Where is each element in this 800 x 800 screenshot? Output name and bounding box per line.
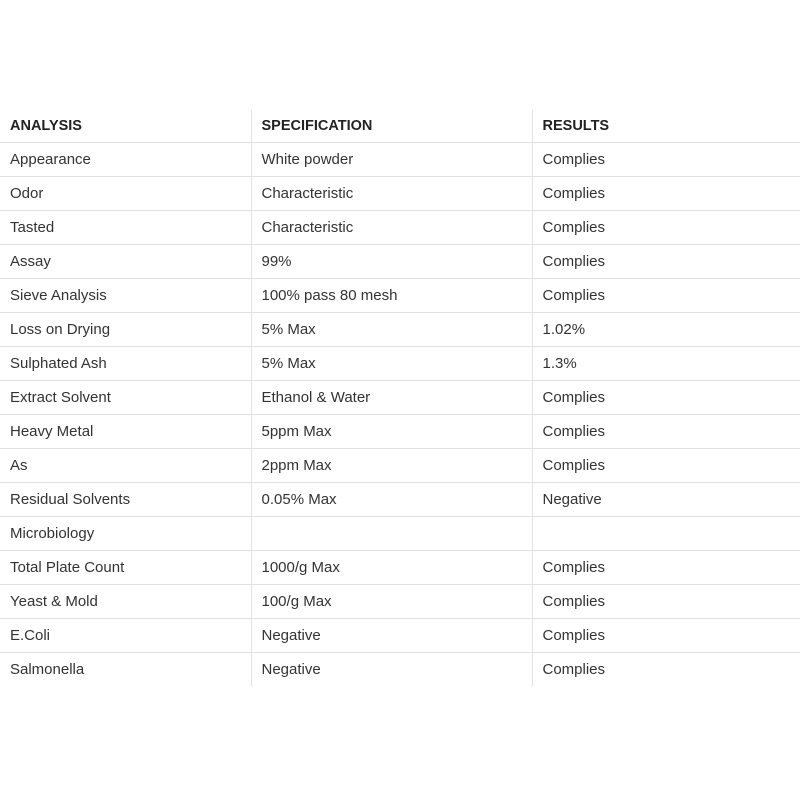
results-cell: Complies [532,585,800,619]
results-cell: Complies [532,211,800,245]
analysis-cell: E.Coli [0,619,251,653]
analysis-cell: Loss on Drying [0,313,251,347]
specification-cell: Negative [251,619,532,653]
results-cell: Complies [532,177,800,211]
results-cell: Complies [532,449,800,483]
specification-cell: Negative [251,653,532,687]
table-row [0,143,800,177]
table-row [0,177,800,211]
specification-cell: Characteristic [251,211,532,245]
table-row [0,279,800,313]
table-row [0,551,800,585]
results-cell: Complies [532,415,800,449]
results-cell: Complies [532,279,800,313]
analysis-cell: Sulphated Ash [0,347,251,381]
analysis-cell: Appearance [0,143,251,177]
results-cell: Complies [532,143,800,177]
specification-table [0,110,800,686]
results-cell: Complies [532,551,800,585]
analysis-cell: Odor [0,177,251,211]
analysis-cell: Residual Solvents [0,483,251,517]
specification-cell [251,517,532,551]
results-cell: 1.3% [532,347,800,381]
specification-cell: White powder [251,143,532,177]
analysis-cell: Tasted [0,211,251,245]
specification-cell: 100% pass 80 mesh [251,279,532,313]
table-body [0,143,800,687]
results-cell: Complies [532,381,800,415]
table-row [0,381,800,415]
table-row [0,313,800,347]
header-analysis: ANALYSIS [0,110,251,143]
analysis-cell: Assay [0,245,251,279]
table-row [0,483,800,517]
results-cell [532,517,800,551]
specification-cell: 5% Max [251,347,532,381]
specification-cell: 5ppm Max [251,415,532,449]
results-cell: Negative [532,483,800,517]
specification-cell: 1000/g Max [251,551,532,585]
analysis-cell: Sieve Analysis [0,279,251,313]
header-results: RESULTS [532,110,800,143]
analysis-cell: Heavy Metal [0,415,251,449]
header-row [0,110,800,143]
specification-cell: 99% [251,245,532,279]
specification-cell: Characteristic [251,177,532,211]
table-row [0,653,800,687]
results-cell: Complies [532,245,800,279]
table-row [0,245,800,279]
table-row [0,585,800,619]
header-specification: SPECIFICATION [251,110,532,143]
analysis-cell: Total Plate Count [0,551,251,585]
analysis-cell: Extract Solvent [0,381,251,415]
specification-cell: 5% Max [251,313,532,347]
specification-cell: Ethanol & Water [251,381,532,415]
table-row [0,347,800,381]
table-header [0,110,800,143]
analysis-cell: Salmonella [10,660,85,678]
analysis-cell: As [0,449,251,483]
specification-cell: 0.05% Max [251,483,532,517]
table-row [0,415,800,449]
analysis-cell: Microbiology [0,517,251,551]
results-cell: Complies [532,619,800,653]
analysis-cell: Yeast & Mold [0,585,251,619]
results-cell: 1.02% [532,313,800,347]
results-cell: Complies [532,653,800,687]
table-row [0,449,800,483]
table-row [0,619,800,653]
specification-cell: 100/g Max [251,585,532,619]
table-row [0,517,800,551]
specification-cell: 2ppm Max [251,449,532,483]
table-row [0,211,800,245]
